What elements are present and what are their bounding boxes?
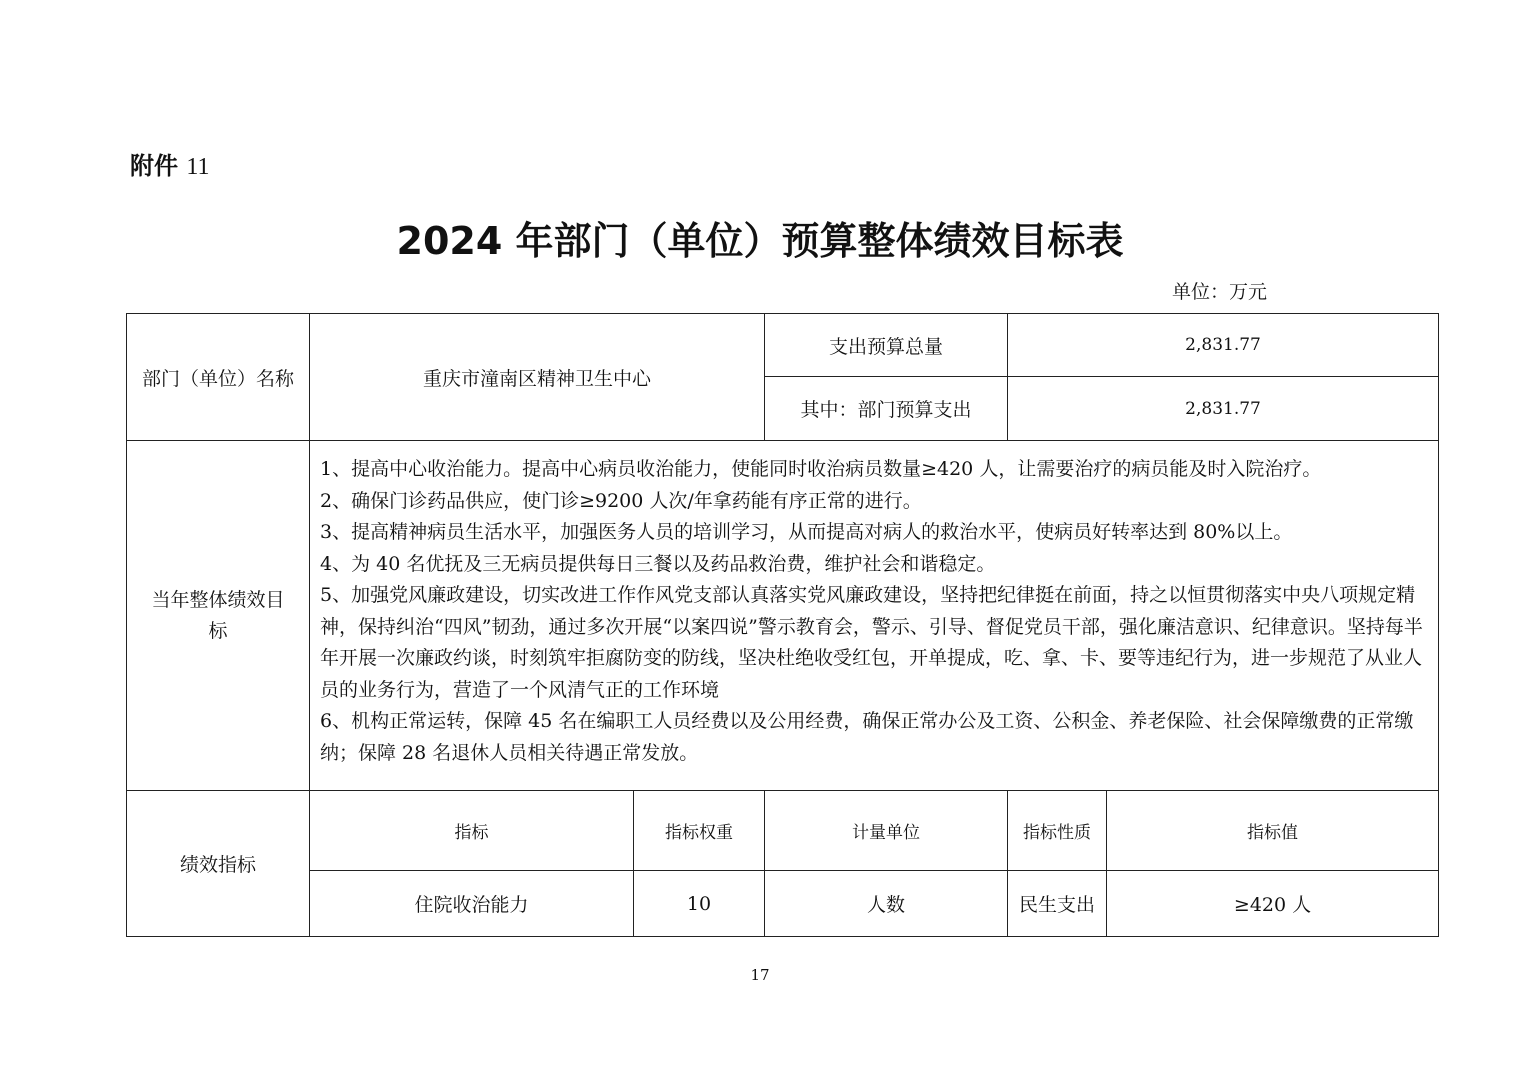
attachment-text: 附件 [130, 152, 178, 180]
goals-label-text: 当年整体绩效目标 [151, 588, 285, 642]
goal-item: 6、机构正常运转，保障 45 名在编职工人员经费以及公用经费，确保正常办公及工资、公积金、养老保险、社会保障缴费的正常缴纳；保障 28 名退休人员相关待遇正常发放。 [320, 710, 1414, 764]
indicator-value: ≥420 人 [1107, 871, 1439, 937]
attachment-number: 11 [186, 154, 210, 180]
goals-label [127, 441, 310, 791]
page-title: 2024 年部门（单位）预算整体绩效目标表 [396, 219, 1124, 263]
indicator-header-nature: 指标性质 [1008, 791, 1107, 871]
goal-item: 1、提高中心收治能力。提高中心病员收治能力，使能同时收治病员数量≥420 人，让需要治疗的病员能及时入院治疗。 [320, 458, 1322, 480]
indicator-header-weight: 指标权重 [634, 791, 765, 871]
total-budget-value: 2,831.77 [1008, 314, 1439, 377]
indicator-header-name: 指标 [310, 791, 634, 871]
dept-budget-value: 2,831.77 [1008, 377, 1439, 441]
goal-item: 4、为 40 名优抚及三无病员提供每日三餐以及药品救治费，维护社会和谐稳定。 [320, 552, 996, 575]
goal-item: 3、提高精神病员生活水平，加强医务人员的培训学习，从而提高对病人的救治水平，使病员好转率达到 80%以上。 [320, 521, 1293, 543]
goals-content [310, 441, 1439, 791]
indicator-header-unit: 计量单位 [765, 791, 1008, 871]
page-number: 17 [750, 966, 770, 984]
table-row [127, 441, 1439, 791]
indicators-label: 绩效指标 [127, 791, 310, 937]
indicator-name: 住院收治能力 [310, 871, 634, 937]
dept-name-value: 重庆市潼南区精神卫生中心 [310, 314, 765, 441]
total-budget-label: 支出预算总量 [765, 314, 1008, 377]
indicator-weight: 10 [634, 871, 765, 937]
dept-budget-label: 其中：部门预算支出 [765, 377, 1008, 441]
indicator-unit: 人数 [765, 871, 1008, 937]
unit-label: 单位：万元 [1172, 281, 1268, 303]
table-row [127, 791, 1439, 871]
attachment-label [130, 146, 209, 181]
indicator-nature: 民生支出 [1008, 871, 1107, 937]
dept-name-label: 部门（单位）名称 [127, 314, 310, 441]
performance-table [126, 313, 1439, 937]
goal-item: 5、加强党风廉政建设，切实改进工作作风党支部认真落实党风廉政建设，坚持把纪律挺在前面，持之以恒贯彻落实中央八项规定精神，保持纠治“四风”韧劲，通过多次开展“以案四说”警示教育会，警示、引导、督促党员干部，强化廉洁意识、纪律意识。坚持每半年开展一次廉政约谈，时刻筑牢拒腐防变的防线，坚决杜绝收受红包，开单提成，吃、拿、卡、要等违纪行为，进一步规范了从业人员的业务行为，营造了一个风清气正的工作环境 [320, 584, 1423, 701]
indicator-header-value: 指标值 [1107, 791, 1439, 871]
table-row [127, 871, 1439, 937]
goal-item: 2、确保门诊药品供应，使门诊≥9200 人次/年拿药能有序正常的进行。 [320, 489, 922, 512]
table-row [127, 314, 1439, 377]
